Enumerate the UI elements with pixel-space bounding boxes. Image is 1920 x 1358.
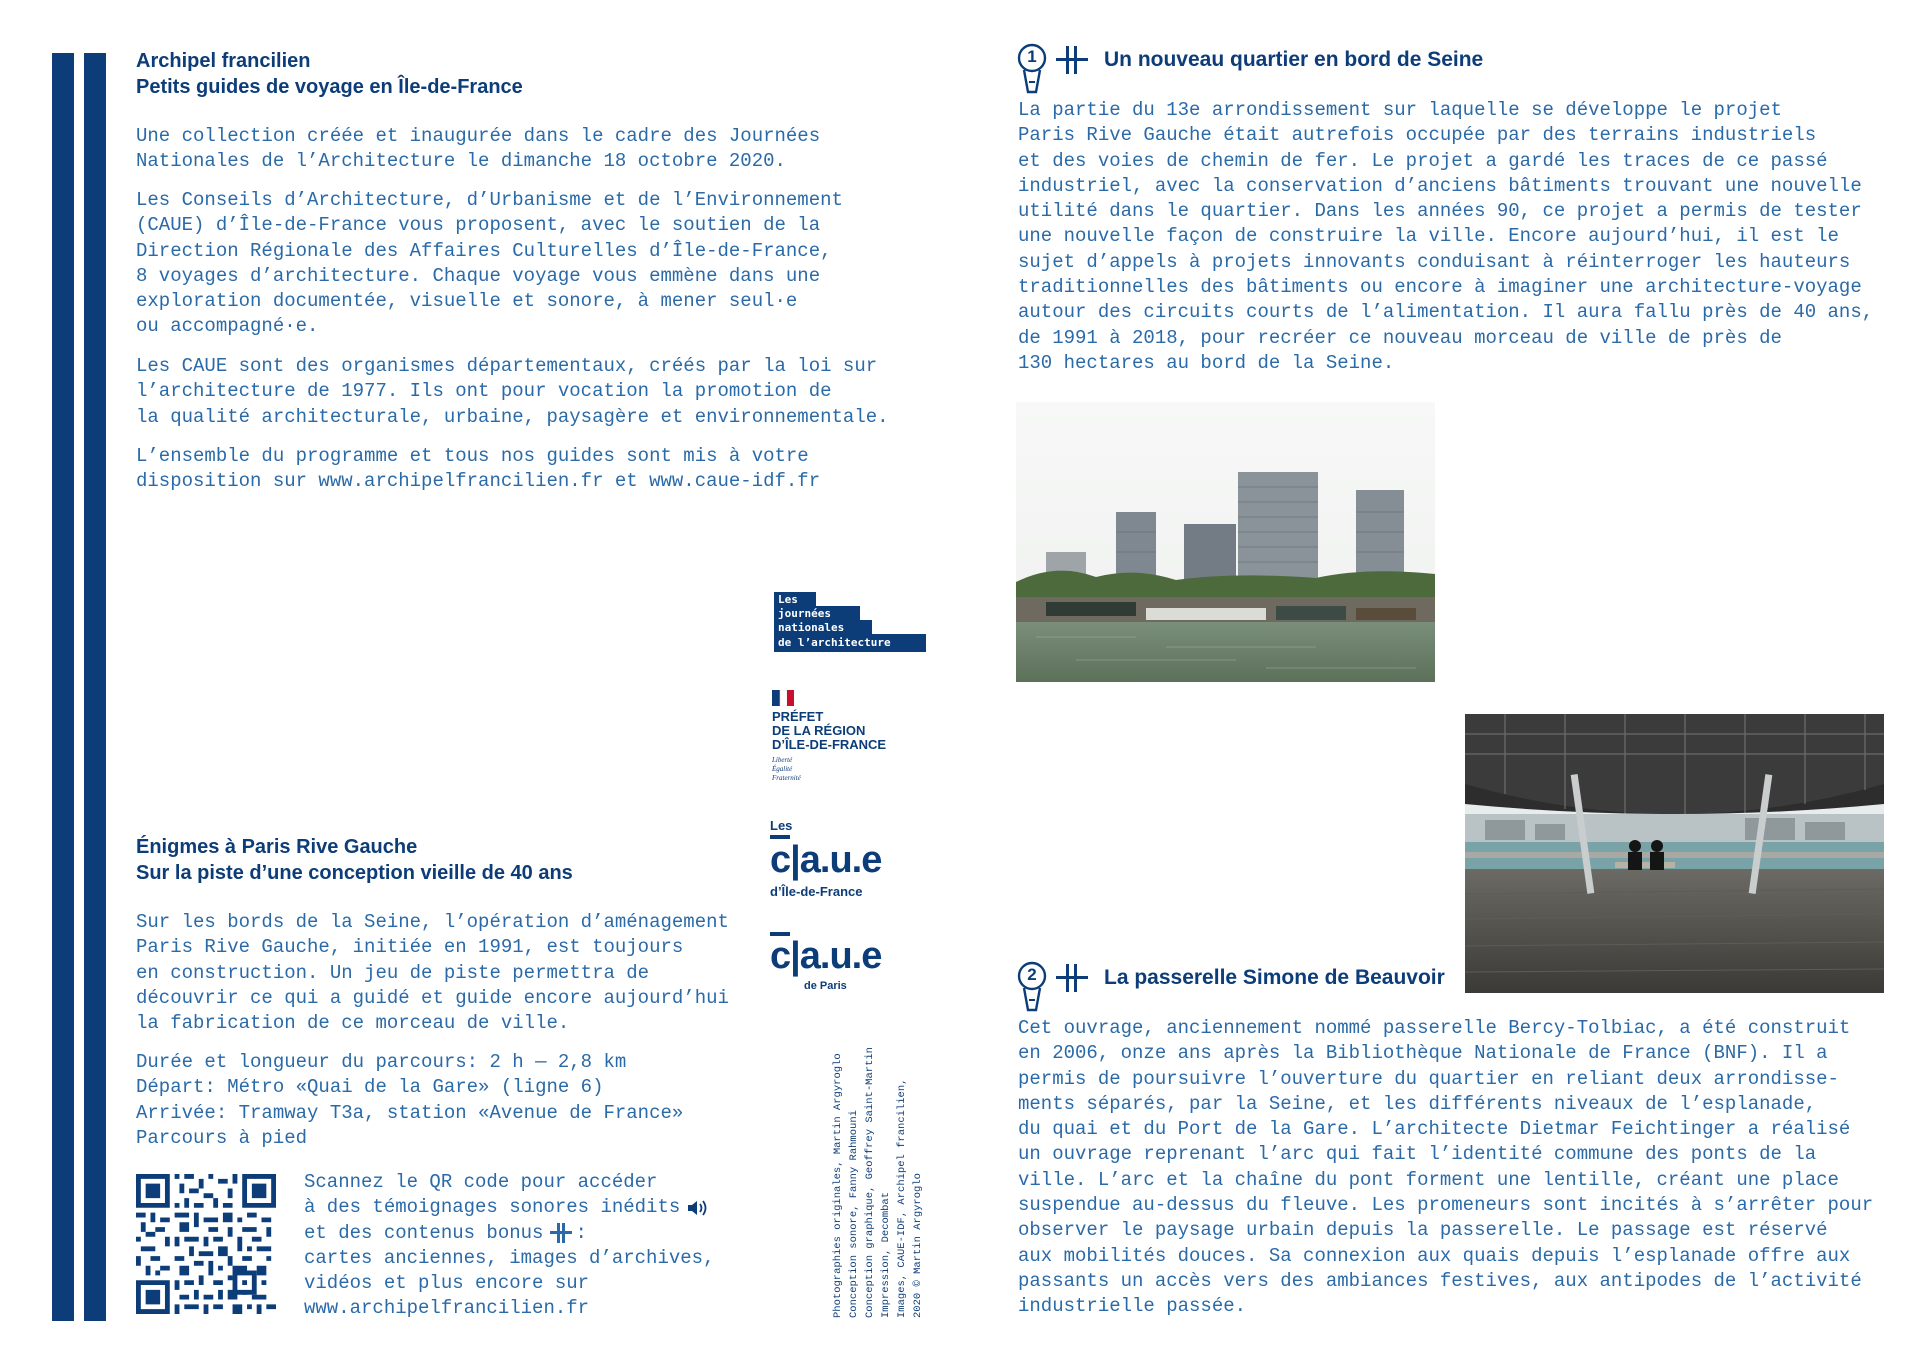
section-2-text: Cet ouvrage, anciennement nommé passerelle Bercy-Tolbiac, a été construit en 2006, onze ans après la Bibliothèque Nationale de France (BNF). Il a permis de poursuivre l’ouverture du quartier en reliant deux arrondisse- ments séparés, par la Seine, et les différents niveaux de l’esplanade, du quai et du Port de la Gare. L’architecte Dietmar Feichtinger a réalisé un ouvrage reprenant l’arc qui fait l’identité commune des ponts de la ville. L’arc et la chaîne du pont forment une lentille, créant une place suspendue au-dessus du fleuve. Les promeneurs sont incités à s’arrêter pour observer le paysage urbain depuis la passerelle. Le passage est réservé aux mobilités douces. Sa connexion aux quais depuis l’esplanade offre aux passants un accès vers des ambiances festives, aux antipodes de l’activité industrielle passée. — [1018, 1017, 1874, 1318]
prefet-logo — [770, 688, 902, 788]
prefet-line2: DE LA RÉGION — [772, 723, 866, 738]
intro-paragraph: Une collection créée et inaugurée dans le cadre des Journées Nationales de l’Architecture le dimanche 18 octobre 2020. — [136, 125, 821, 173]
jna-logo — [774, 592, 926, 658]
section-2-title: La passerelle Simone de Beauvoir — [1104, 966, 1445, 989]
caue-paragraph: Les Conseils d’Architecture, d’Urbanisme et de l’Environnement (CAUE) d’Île-de-France vous proposent, avec le soutien de la Direction Régionale des Affaires Culturelles d’Île-de-France, 8 voyages d’architecture. Chaque voyage vous emmène dans une exploration documentée, visuelle et sonore, à mener seul·e ou accompagné·e. — [136, 189, 843, 338]
decorative-bar-right — [84, 53, 106, 1321]
qr-instructions — [304, 1170, 714, 1322]
caue-idf-les: Les — [770, 818, 793, 833]
credits: Photographies originales, Martin Argyroglo Conception sonore, Fanny Rahmouni Conception graphique, Geoffrey Saint-Martin Impression, Decombat Images, CAUE-IDF, Archipel francilien, 2020 © Martin Argyroglo — [832, 1047, 924, 1318]
section-1-marker — [1016, 42, 1048, 99]
caue-paris-mark: c|a.u.e — [770, 935, 882, 977]
marianne-icon — [772, 690, 794, 706]
prefet-line3: D’ÎLE-DE-FRANCE — [772, 737, 887, 752]
plus-icon — [1056, 964, 1088, 992]
caue-idf-sub: d’Île-de-France — [770, 884, 863, 899]
caue-role-paragraph: Les CAUE sont des organismes départementaux, créés par la loi sur l’architecture de 1977. Ils ont pour vocation la promotion de la qualité architecturale, urbaine, paysagère et environnementale. — [136, 355, 889, 428]
caue-paris-sub: de Paris — [804, 980, 847, 992]
bonus-plus-icon — [549, 1222, 573, 1244]
caue-idf-logo — [770, 818, 900, 904]
qr-code[interactable] — [136, 1174, 276, 1314]
plus-icon — [1056, 46, 1088, 74]
section-1-text: La partie du 13e arrondissement sur laquelle se développe le projet Paris Rive Gauche était autrefois occupée par des terrains industriels et des voies de chemin de fer. Le projet a gardé les traces de ce passé industriel, avec la conservation d’anciens bâtiments trouvant une nouvelle utilité dans le quartier. Dans les années 90, ce projet a permis de tester une nouvelle façon de construire la ville. Encore aujourd’hui, il est le sujet d’appels à projets innovants conduisant à réinterroger les hauteurs traditionnelles des bâtiments ou encore à imaginer une architecture-voyage autour des circuits courts de l’alimentation. Il aura fallu près de 40 ans, de 1991 à 2018, pour recréer ce nouveau morceau de ville de près de 130 hectares au bord de la Seine. — [1018, 99, 1874, 374]
speaker-icon — [686, 1198, 708, 1218]
enigmes-title-line2: Sur la piste d’une conception vieille de 40 ans — [136, 862, 573, 884]
prefet-motto2: Égalité — [772, 765, 793, 773]
collection-title-line1: Archipel francilien — [136, 50, 311, 72]
prefet-motto1: Liberté — [772, 756, 793, 764]
section-2-number: 2 — [1027, 965, 1037, 984]
passerelle-photo — [1465, 714, 1884, 993]
jna-line1: Les — [778, 593, 798, 606]
section-1-title: Un nouveau quartier en bord de Seine — [1104, 48, 1484, 71]
qr-line2: à des témoignages sonores inédits — [304, 1196, 681, 1219]
route-info: Durée et longueur du parcours: 2 h — 2,8 km Départ: Métro «Quai de la Gare» (ligne 6) Arrivée: Tramway T3a, station «Avenue de France» Parcours à pied — [136, 1051, 684, 1149]
jna-line2: journées — [778, 607, 831, 620]
decorative-bar-left — [52, 53, 74, 1321]
section-2-marker — [1016, 960, 1048, 1017]
prefet-motto3: Fraternité — [772, 774, 801, 782]
qr-line1: Scannez le QR code pour accéder — [304, 1171, 658, 1193]
section-1-number: 1 — [1027, 47, 1037, 66]
enigmes-title-line1: Énigmes à Paris Rive Gauche — [136, 836, 418, 858]
caue-paris-logo — [770, 932, 900, 1000]
collection-title — [136, 48, 523, 100]
jna-line4: de l’architecture — [778, 636, 891, 649]
collection-title-line2: Petits guides de voyage en Île-de-France — [136, 76, 523, 98]
qr-website-link[interactable]: www.archipelfrancilien.fr — [304, 1297, 590, 1320]
qr-line3-row: et des contenus bonus : — [304, 1221, 714, 1246]
bnf-towers-photo — [1016, 402, 1435, 682]
caue-idf-mark: c|a.u.e — [770, 839, 882, 881]
enigmes-title — [136, 834, 573, 886]
qr-line2-row — [304, 1195, 714, 1220]
prefet-line1: PRÉFET — [772, 709, 824, 724]
jna-line3: nationales — [778, 621, 845, 634]
qr-line5: vidéos et plus encore sur — [304, 1272, 590, 1295]
qr-line4: cartes anciennes, images d’archives, — [304, 1246, 715, 1269]
qr-line3: et des contenus bonus — [304, 1221, 544, 1244]
enigmes-paragraph: Sur les bords de la Seine, l’opération d’aménagement Paris Rive Gauche, initiée en 1991, est toujours en construction. Un jeu de piste permettra de découvrir ce qui a guidé et guide encore aujourd’hui la fabrication de ce morceau de ville. — [136, 911, 729, 1035]
program-paragraph: L’ensemble du programme et tous nos guides sont mis à votre disposition sur www.archipelfrancilien.fr et www.caue-idf.fr — [136, 445, 821, 493]
